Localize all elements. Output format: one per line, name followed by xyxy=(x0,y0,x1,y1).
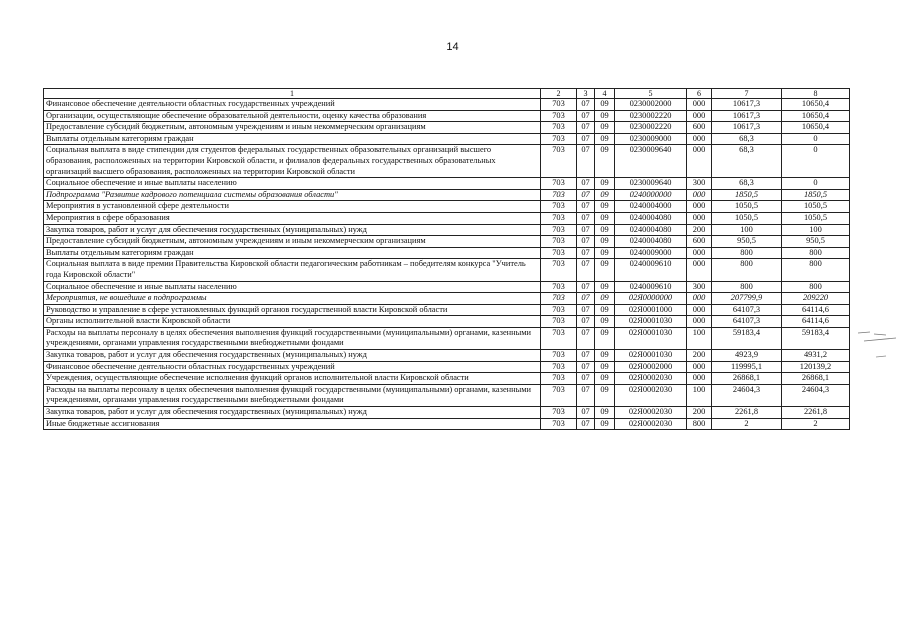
row-cell-col2: 703 xyxy=(541,373,577,385)
row-cell-col7: 2 xyxy=(712,418,782,430)
row-cell-col5: 0240009000 xyxy=(615,247,687,259)
row-cell-col4: 09 xyxy=(595,133,615,145)
table-row xyxy=(44,327,850,349)
row-cell-col8: 59183,4 xyxy=(782,327,850,349)
row-cell-col6: 000 xyxy=(687,259,712,281)
table-row xyxy=(44,133,850,145)
row-cell-col5: 0230009640 xyxy=(615,178,687,190)
row-cell-col2: 703 xyxy=(541,247,577,259)
row-cell-col7: 64107,3 xyxy=(712,316,782,328)
table-row xyxy=(44,224,850,236)
table-row xyxy=(44,201,850,213)
row-cell-col8: 2 xyxy=(782,418,850,430)
header-cell-6: 6 xyxy=(687,89,712,99)
row-cell-col5: 02Я0002030 xyxy=(615,407,687,419)
row-cell-col7: 800 xyxy=(712,259,782,281)
row-cell-col3: 07 xyxy=(577,122,595,134)
row-cell-col5: 02Я0002030 xyxy=(615,418,687,430)
row-cell-col4: 09 xyxy=(595,373,615,385)
row-cell-col8: 10650,4 xyxy=(782,99,850,111)
row-cell-col6: 000 xyxy=(687,373,712,385)
row-cell-col8: 24604,3 xyxy=(782,384,850,406)
row-cell-col7: 950,5 xyxy=(712,236,782,248)
row-cell-col4: 09 xyxy=(595,145,615,178)
row-cell-col3: 07 xyxy=(577,99,595,111)
row-cell-col6: 000 xyxy=(687,304,712,316)
row-name-cell: Мероприятия в установленной сфере деятельности xyxy=(44,201,541,213)
row-cell-col6: 200 xyxy=(687,350,712,362)
row-cell-col3: 07 xyxy=(577,373,595,385)
row-cell-col3: 07 xyxy=(577,259,595,281)
row-cell-col3: 07 xyxy=(577,304,595,316)
row-cell-col8: 800 xyxy=(782,281,850,293)
row-name-cell: Финансовое обеспечение деятельности областных государственных учреждений xyxy=(44,361,541,373)
table-row xyxy=(44,361,850,373)
row-cell-col3: 07 xyxy=(577,178,595,190)
row-cell-col7: 59183,4 xyxy=(712,327,782,349)
row-cell-col7: 68,3 xyxy=(712,133,782,145)
row-cell-col8: 10650,4 xyxy=(782,122,850,134)
table-row xyxy=(44,189,850,201)
row-cell-col2: 703 xyxy=(541,110,577,122)
row-cell-col7: 1850,5 xyxy=(712,189,782,201)
row-cell-col4: 09 xyxy=(595,224,615,236)
row-cell-col2: 703 xyxy=(541,122,577,134)
row-cell-col4: 09 xyxy=(595,122,615,134)
scan-margin-marks xyxy=(856,325,900,365)
row-cell-col3: 07 xyxy=(577,145,595,178)
row-cell-col5: 0240004080 xyxy=(615,236,687,248)
row-cell-col8: 1050,5 xyxy=(782,212,850,224)
table-row xyxy=(44,418,850,430)
row-cell-col2: 703 xyxy=(541,212,577,224)
row-cell-col7: 10617,3 xyxy=(712,110,782,122)
row-cell-col2: 703 xyxy=(541,407,577,419)
row-cell-col4: 09 xyxy=(595,201,615,213)
row-cell-col3: 07 xyxy=(577,361,595,373)
row-cell-col8: 1050,5 xyxy=(782,201,850,213)
row-cell-col5: 0230009640 xyxy=(615,145,687,178)
row-cell-col6: 800 xyxy=(687,418,712,430)
row-cell-col2: 703 xyxy=(541,361,577,373)
row-cell-col6: 000 xyxy=(687,361,712,373)
row-cell-col7: 68,3 xyxy=(712,145,782,178)
row-cell-col4: 09 xyxy=(595,236,615,248)
row-cell-col5: 0240004000 xyxy=(615,201,687,213)
row-cell-col6: 000 xyxy=(687,110,712,122)
row-cell-col3: 07 xyxy=(577,110,595,122)
row-cell-col4: 09 xyxy=(595,361,615,373)
row-cell-col7: 26868,1 xyxy=(712,373,782,385)
row-cell-col3: 07 xyxy=(577,201,595,213)
row-name-cell: Мероприятия в сфере образования xyxy=(44,212,541,224)
row-name-cell: Социальная выплата в виде премии Правительства Кировской области педагогическим работникам – победителям конкурса "Учитель года Кировской области" xyxy=(44,259,541,281)
row-cell-col3: 07 xyxy=(577,407,595,419)
row-cell-col8: 0 xyxy=(782,133,850,145)
row-cell-col5: 02Я0002000 xyxy=(615,361,687,373)
row-name-cell: Органы исполнительной власти Кировской области xyxy=(44,316,541,328)
row-cell-col4: 09 xyxy=(595,293,615,305)
row-cell-col5: 0230002000 xyxy=(615,99,687,111)
row-cell-col2: 703 xyxy=(541,178,577,190)
row-cell-col4: 09 xyxy=(595,212,615,224)
row-cell-col7: 10617,3 xyxy=(712,122,782,134)
row-cell-col3: 07 xyxy=(577,293,595,305)
row-cell-col2: 703 xyxy=(541,327,577,349)
table-row xyxy=(44,373,850,385)
row-cell-col6: 000 xyxy=(687,99,712,111)
table-row xyxy=(44,281,850,293)
table-row xyxy=(44,212,850,224)
row-name-cell: Руководство и управление в сфере установленных функций органов государственной власти Кировской области xyxy=(44,304,541,316)
row-cell-col4: 09 xyxy=(595,350,615,362)
page-number: 14 xyxy=(446,41,459,53)
row-cell-col5: 0240009610 xyxy=(615,259,687,281)
row-cell-col8: 0 xyxy=(782,178,850,190)
row-cell-col4: 09 xyxy=(595,110,615,122)
row-cell-col2: 703 xyxy=(541,293,577,305)
row-name-cell: Закупка товаров, работ и услуг для обеспечения государственных (муниципальных) нужд xyxy=(44,350,541,362)
row-name-cell: Социальное обеспечение и иные выплаты населению xyxy=(44,178,541,190)
row-name-cell: Учреждения, осуществляющие обеспечение исполнения функций органов исполнительной власти Кировской области xyxy=(44,373,541,385)
row-name-cell: Выплаты отдельным категориям граждан xyxy=(44,133,541,145)
row-cell-col2: 703 xyxy=(541,259,577,281)
row-cell-col3: 07 xyxy=(577,418,595,430)
table-body xyxy=(44,99,850,430)
row-cell-col8: 800 xyxy=(782,259,850,281)
row-cell-col4: 09 xyxy=(595,316,615,328)
row-name-cell: Подпрограмма "Развитие кадрового потенциала системы образования области" xyxy=(44,189,541,201)
row-cell-col8: 209220 xyxy=(782,293,850,305)
row-name-cell: Социальное обеспечение и иные выплаты населению xyxy=(44,281,541,293)
row-cell-col3: 07 xyxy=(577,384,595,406)
row-cell-col5: 0230009000 xyxy=(615,133,687,145)
row-cell-col5: 02Я0001030 xyxy=(615,316,687,328)
table-row xyxy=(44,247,850,259)
header-cell-3: 3 xyxy=(577,89,595,99)
row-cell-col6: 000 xyxy=(687,212,712,224)
row-cell-col4: 09 xyxy=(595,178,615,190)
row-name-cell: Закупка товаров, работ и услуг для обеспечения государственных (муниципальных) нужд xyxy=(44,407,541,419)
row-cell-col2: 703 xyxy=(541,316,577,328)
row-cell-col7: 800 xyxy=(712,281,782,293)
row-cell-col4: 09 xyxy=(595,99,615,111)
row-cell-col6: 300 xyxy=(687,178,712,190)
row-cell-col4: 09 xyxy=(595,281,615,293)
row-cell-col8: 100 xyxy=(782,224,850,236)
row-cell-col6: 600 xyxy=(687,122,712,134)
row-name-cell: Расходы на выплаты персоналу в целях обеспечения выполнения функций государственными (муниципальными) органами, казенными учреждениями, органами управления государственными внебюджетными фондами xyxy=(44,384,541,406)
header-cell-4: 4 xyxy=(595,89,615,99)
row-cell-col8: 4931,2 xyxy=(782,350,850,362)
row-cell-col5: 0240009610 xyxy=(615,281,687,293)
row-cell-col6: 000 xyxy=(687,316,712,328)
row-cell-col4: 09 xyxy=(595,189,615,201)
row-cell-col4: 09 xyxy=(595,418,615,430)
table-row xyxy=(44,316,850,328)
row-cell-col6: 100 xyxy=(687,327,712,349)
row-cell-col7: 10617,3 xyxy=(712,99,782,111)
table-row xyxy=(44,384,850,406)
row-name-cell: Закупка товаров, работ и услуг для обеспечения государственных (муниципальных) нужд xyxy=(44,224,541,236)
row-cell-col2: 703 xyxy=(541,236,577,248)
row-cell-col3: 07 xyxy=(577,350,595,362)
row-cell-col2: 703 xyxy=(541,350,577,362)
row-cell-col2: 703 xyxy=(541,418,577,430)
row-cell-col5: 0240004080 xyxy=(615,212,687,224)
row-cell-col3: 07 xyxy=(577,327,595,349)
row-cell-col3: 07 xyxy=(577,224,595,236)
row-cell-col6: 000 xyxy=(687,201,712,213)
row-cell-col6: 300 xyxy=(687,281,712,293)
row-cell-col6: 100 xyxy=(687,384,712,406)
row-cell-col2: 703 xyxy=(541,384,577,406)
row-cell-col5: 0240004080 xyxy=(615,224,687,236)
row-cell-col3: 07 xyxy=(577,212,595,224)
row-name-cell: Расходы на выплаты персоналу в целях обеспечения выполнения функций государственными (муниципальными) органами, казенными учреждениями, органами управления государственными внебюджетными фондами xyxy=(44,327,541,349)
table-row xyxy=(44,236,850,248)
row-cell-col4: 09 xyxy=(595,407,615,419)
row-cell-col8: 10650,4 xyxy=(782,110,850,122)
row-cell-col8: 64114,6 xyxy=(782,316,850,328)
row-cell-col8: 0 xyxy=(782,145,850,178)
header-cell-8: 8 xyxy=(782,89,850,99)
row-name-cell: Финансовое обеспечение деятельности областных государственных учреждений xyxy=(44,99,541,111)
row-cell-col7: 1050,5 xyxy=(712,201,782,213)
row-cell-col2: 703 xyxy=(541,224,577,236)
row-cell-col8: 64114,6 xyxy=(782,304,850,316)
row-cell-col6: 600 xyxy=(687,236,712,248)
row-cell-col7: 119995,1 xyxy=(712,361,782,373)
row-cell-col8: 120139,2 xyxy=(782,361,850,373)
row-cell-col3: 07 xyxy=(577,316,595,328)
row-cell-col2: 703 xyxy=(541,304,577,316)
row-cell-col6: 200 xyxy=(687,224,712,236)
header-cell-7: 7 xyxy=(712,89,782,99)
row-cell-col3: 07 xyxy=(577,189,595,201)
header-cell-1: 1 xyxy=(44,89,541,99)
table-row xyxy=(44,99,850,111)
header-cell-2: 2 xyxy=(541,89,577,99)
row-cell-col7: 1050,5 xyxy=(712,212,782,224)
table-row xyxy=(44,293,850,305)
row-cell-col8: 2261,8 xyxy=(782,407,850,419)
row-cell-col7: 68,3 xyxy=(712,178,782,190)
table-header xyxy=(44,89,850,99)
table-row xyxy=(44,178,850,190)
row-cell-col3: 07 xyxy=(577,281,595,293)
row-cell-col7: 24604,3 xyxy=(712,384,782,406)
row-cell-col6: 000 xyxy=(687,145,712,178)
row-cell-col4: 09 xyxy=(595,247,615,259)
row-cell-col7: 800 xyxy=(712,247,782,259)
row-cell-col2: 703 xyxy=(541,99,577,111)
row-cell-col4: 09 xyxy=(595,259,615,281)
row-cell-col5: 02Я0002030 xyxy=(615,373,687,385)
row-cell-col5: 02Я0000000 xyxy=(615,293,687,305)
row-cell-col6: 200 xyxy=(687,407,712,419)
budget-table xyxy=(43,88,850,430)
row-cell-col8: 800 xyxy=(782,247,850,259)
table-row xyxy=(44,350,850,362)
row-cell-col8: 26868,1 xyxy=(782,373,850,385)
row-cell-col2: 703 xyxy=(541,189,577,201)
header-cell-5: 5 xyxy=(615,89,687,99)
table-row xyxy=(44,259,850,281)
table-row xyxy=(44,407,850,419)
header-row xyxy=(44,89,850,99)
table-row xyxy=(44,122,850,134)
row-cell-col6: 000 xyxy=(687,133,712,145)
row-name-cell: Предоставление субсидий бюджетным, автономным учреждениям и иным некоммерческим организациям xyxy=(44,122,541,134)
row-cell-col5: 02Я0002030 xyxy=(615,384,687,406)
row-cell-col2: 703 xyxy=(541,133,577,145)
row-cell-col7: 100 xyxy=(712,224,782,236)
row-cell-col5: 0230002220 xyxy=(615,122,687,134)
row-cell-col7: 4923,9 xyxy=(712,350,782,362)
row-cell-col6: 000 xyxy=(687,247,712,259)
row-cell-col4: 09 xyxy=(595,384,615,406)
row-cell-col3: 07 xyxy=(577,133,595,145)
row-name-cell: Иные бюджетные ассигнования xyxy=(44,418,541,430)
table-row xyxy=(44,110,850,122)
row-cell-col5: 02Я0001030 xyxy=(615,350,687,362)
row-cell-col3: 07 xyxy=(577,236,595,248)
row-name-cell: Организации, осуществляющие обеспечение образовательной деятельности, оценку качества образования xyxy=(44,110,541,122)
row-cell-col4: 09 xyxy=(595,327,615,349)
row-cell-col5: 0230002220 xyxy=(615,110,687,122)
table-row xyxy=(44,145,850,178)
row-cell-col8: 950,5 xyxy=(782,236,850,248)
row-cell-col7: 2261,8 xyxy=(712,407,782,419)
row-cell-col7: 64107,3 xyxy=(712,304,782,316)
row-cell-col4: 09 xyxy=(595,304,615,316)
table-row xyxy=(44,304,850,316)
row-cell-col5: 0240000000 xyxy=(615,189,687,201)
row-cell-col8: 1850,5 xyxy=(782,189,850,201)
row-cell-col5: 02Я0001000 xyxy=(615,304,687,316)
row-cell-col2: 703 xyxy=(541,281,577,293)
row-cell-col7: 207799,9 xyxy=(712,293,782,305)
row-name-cell: Мероприятия, не вошедшие в подпрограммы xyxy=(44,293,541,305)
row-cell-col2: 703 xyxy=(541,145,577,178)
row-cell-col5: 02Я0001030 xyxy=(615,327,687,349)
row-name-cell: Предоставление субсидий бюджетным, автономным учреждениям и иным некоммерческим организациям xyxy=(44,236,541,248)
row-cell-col2: 703 xyxy=(541,201,577,213)
row-name-cell: Социальная выплата в виде стипендии для студентов федеральных государственных образовательных организаций высшего образования, расположенных на территории Кировской области, и филиалов федеральных государственных образовательных организаций высшего образования, расположенных на территории Кировской области xyxy=(44,145,541,178)
row-name-cell: Выплаты отдельным категориям граждан xyxy=(44,247,541,259)
row-cell-col6: 000 xyxy=(687,293,712,305)
row-cell-col3: 07 xyxy=(577,247,595,259)
row-cell-col6: 000 xyxy=(687,189,712,201)
